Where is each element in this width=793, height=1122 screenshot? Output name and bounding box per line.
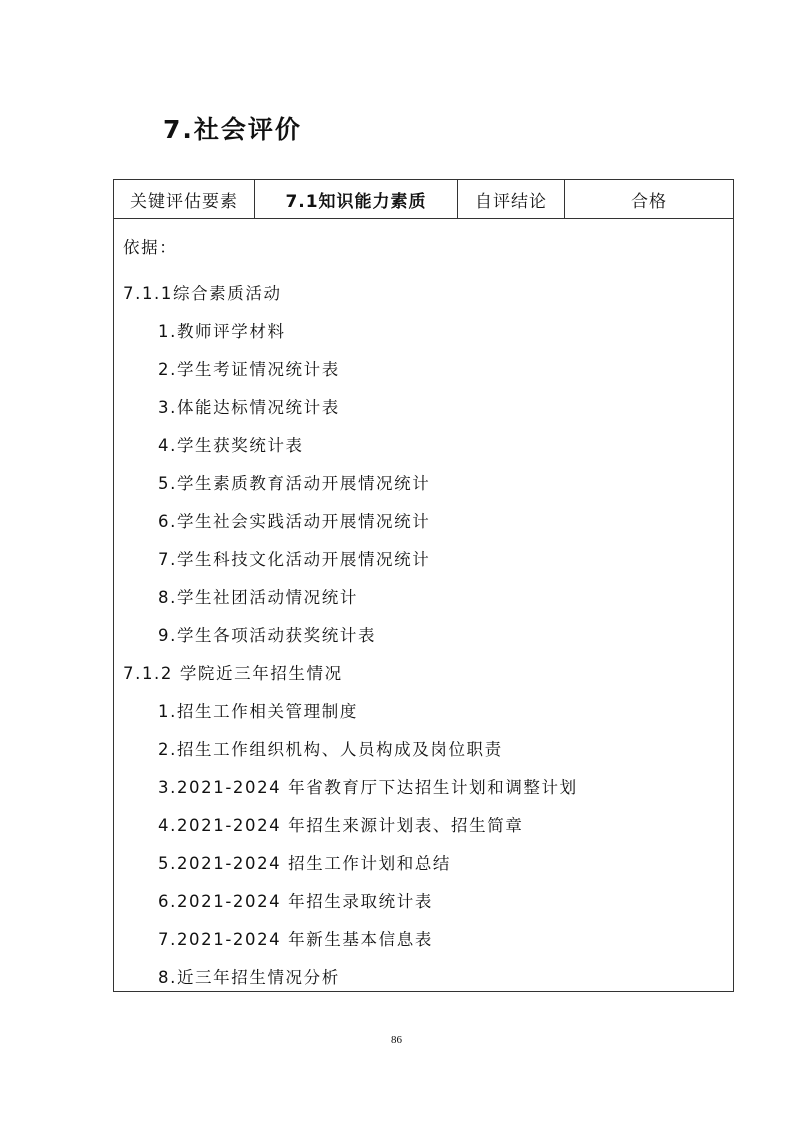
section-title: 7.社会评价: [163, 115, 302, 144]
list-item: 6.学生社会实践活动开展情况统计: [158, 512, 431, 531]
table-header-row: [114, 180, 733, 219]
page-number: 86: [391, 1034, 402, 1046]
list-item: 8.近三年招生情况分析: [158, 968, 340, 987]
list-item: 1.招生工作相关管理制度: [158, 702, 358, 721]
key-element-value: 7.1知识能力素质: [255, 180, 458, 218]
group-heading: 7.1.2 学院近三年招生情况: [123, 664, 343, 683]
evaluation-table: [113, 179, 734, 992]
list-item: 7.学生科技文化活动开展情况统计: [158, 550, 431, 569]
list-item: 1.教师评学材料: [158, 322, 286, 341]
list-item: 4.学生获奖统计表: [158, 436, 304, 455]
list-item: 3.2021-2024 年省教育厅下达招生计划和调整计划: [158, 778, 578, 797]
list-item: 3.体能达标情况统计表: [158, 398, 340, 417]
basis-label: 依据：: [123, 238, 178, 257]
list-item: 5.2021-2024 招生工作计划和总结: [158, 854, 452, 873]
self-eval-label: 自评结论: [458, 180, 565, 218]
list-item: 6.2021-2024 年招生录取统计表: [158, 892, 433, 911]
list-item: 4.2021-2024 年招生来源计划表、招生简章: [158, 816, 524, 835]
list-item: 2.学生考证情况统计表: [158, 360, 340, 379]
list-item: 5.学生素质教育活动开展情况统计: [158, 474, 431, 493]
list-item: 9.学生各项活动获奖统计表: [158, 626, 377, 645]
list-item: 8.学生社团活动情况统计: [158, 588, 358, 607]
key-element-label: 关键评估要素: [114, 180, 255, 218]
self-eval-result: 合格: [631, 191, 667, 212]
list-item: 2.招生工作组织机构、人员构成及岗位职责: [158, 740, 503, 759]
group-heading: 7.1.1综合素质活动: [123, 284, 282, 303]
list-item: 7.2021-2024 年新生基本信息表: [158, 930, 433, 949]
